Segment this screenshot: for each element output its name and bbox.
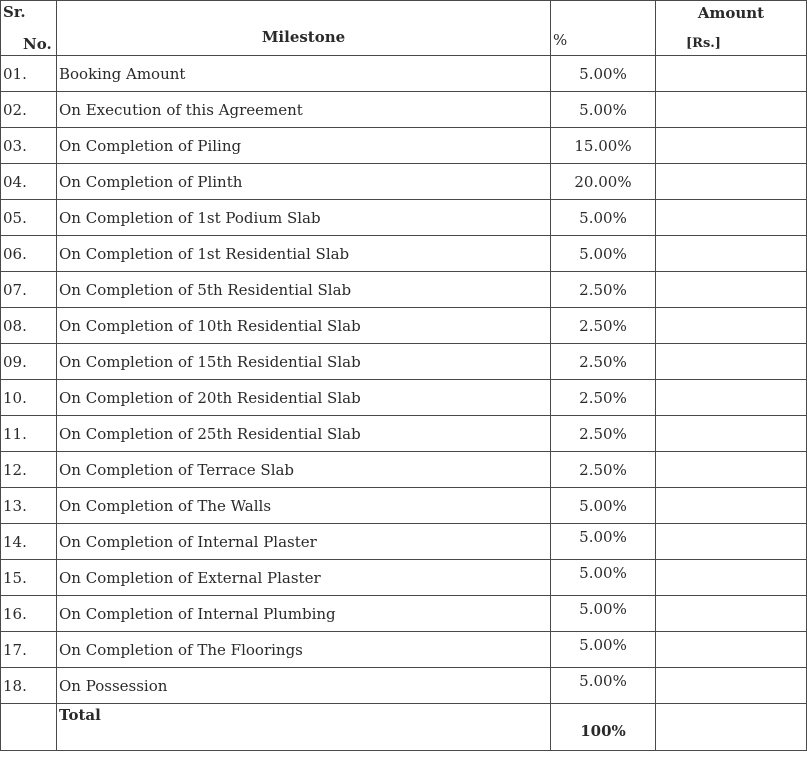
percent-cell [551, 164, 656, 200]
sr-no-cell-text: 12. [3, 460, 27, 479]
header-percent [551, 1, 656, 56]
amount-cell [656, 632, 807, 668]
milestone-cell-text: On Completion of The Walls [59, 496, 272, 515]
sr-no-cell-text: 01. [3, 64, 27, 83]
percent-cell-text: 5.00% [579, 496, 627, 515]
sr-no-cell [1, 380, 57, 416]
milestone-cell-text: On Completion of Internal Plumbing [59, 604, 336, 623]
total-label-cell-text: Total [59, 706, 101, 724]
total-row [1, 704, 807, 751]
milestone-cell [57, 380, 551, 416]
total-amount-cell [656, 704, 807, 751]
amount-cell [656, 488, 807, 524]
sr-no-cell-text: 16. [3, 604, 27, 623]
percent-cell [551, 344, 656, 380]
amount-cell [656, 560, 807, 596]
amount-cell [656, 308, 807, 344]
milestone-cell [57, 632, 551, 668]
milestone-cell [57, 344, 551, 380]
amount-cell [656, 344, 807, 380]
milestone-cell-text: On Completion of Piling [59, 136, 242, 155]
percent-cell [551, 92, 656, 128]
milestone-cell-text: On Completion of The Floorings [59, 640, 303, 659]
header-row [1, 1, 807, 56]
sr-no-cell [1, 524, 57, 560]
sr-no-cell-text: 13. [3, 496, 27, 515]
sr-no-cell [1, 488, 57, 524]
table-row [1, 668, 807, 704]
milestone-cell [57, 236, 551, 272]
sr-no-cell [1, 56, 57, 92]
table-row [1, 452, 807, 488]
milestone-cell-text: On Completion of 15th Residential Slab [59, 352, 361, 371]
sr-no-cell-text: 03. [3, 136, 27, 155]
percent-cell-text: 5.00% [579, 635, 627, 654]
percent-cell [551, 128, 656, 164]
header-sr-no [1, 1, 57, 56]
milestone-cell-text: On Completion of Plinth [59, 172, 243, 191]
header-milestone [57, 1, 551, 56]
milestone-cell-text: Booking Amount [59, 64, 186, 83]
amount-cell [656, 92, 807, 128]
percent-cell-text: 2.50% [579, 388, 627, 407]
percent-cell [551, 380, 656, 416]
milestone-cell [57, 92, 551, 128]
sr-no-cell-text: 15. [3, 568, 27, 587]
table-row [1, 632, 807, 668]
percent-cell-text: 5.00% [579, 208, 627, 227]
sr-no-cell [1, 632, 57, 668]
milestone-cell-text: On Completion of External Plaster [59, 568, 321, 587]
total-percent-cell [551, 704, 656, 751]
sr-no-cell-text: 02. [3, 100, 27, 119]
percent-cell [551, 488, 656, 524]
table-row [1, 56, 807, 92]
sr-no-cell-text: 04. [3, 172, 27, 191]
percent-cell [551, 416, 656, 452]
percent-cell-text: 2.50% [579, 316, 627, 335]
table-row [1, 344, 807, 380]
amount-cell [656, 452, 807, 488]
milestone-cell [57, 488, 551, 524]
milestone-cell-text: On Completion of 25th Residential Slab [59, 424, 361, 443]
percent-cell-text: 5.00% [579, 100, 627, 119]
sr-no-cell-text: 09. [3, 352, 27, 371]
table-row [1, 380, 807, 416]
header-amount-unit: [Rs.] [686, 36, 721, 51]
table-row [1, 164, 807, 200]
percent-cell [551, 272, 656, 308]
total-label-cell [57, 704, 551, 751]
sr-no-cell [1, 92, 57, 128]
sr-no-cell [1, 416, 57, 452]
sr-no-cell [1, 560, 57, 596]
table-row [1, 560, 807, 596]
sr-no-cell-text: 17. [3, 640, 27, 659]
sr-no-cell [1, 200, 57, 236]
sr-no-cell-text: 06. [3, 244, 27, 263]
amount-cell [656, 416, 807, 452]
table-row [1, 596, 807, 632]
total-sr-cell [1, 704, 57, 751]
milestone-cell [57, 272, 551, 308]
sr-no-cell [1, 668, 57, 704]
header-sr-label: Sr. [3, 3, 26, 21]
sr-no-cell-text: 11. [3, 424, 27, 443]
milestone-cell-text: On Completion of 10th Residential Slab [59, 316, 361, 335]
amount-cell [656, 236, 807, 272]
table-row [1, 236, 807, 272]
sr-no-cell [1, 308, 57, 344]
total-percent-cell-text: 100% [580, 722, 626, 740]
sr-no-cell [1, 236, 57, 272]
amount-cell [656, 56, 807, 92]
amount-cell [656, 128, 807, 164]
percent-cell [551, 560, 656, 596]
milestone-cell [57, 200, 551, 236]
sr-no-cell-text: 10. [3, 388, 27, 407]
header-amount [656, 1, 807, 56]
milestone-cell [57, 524, 551, 560]
sr-no-cell [1, 164, 57, 200]
milestone-cell-text: On Completion of 20th Residential Slab [59, 388, 361, 407]
milestone-cell-text: On Completion of 5th Residential Slab [59, 280, 352, 299]
milestone-cell-text: On Possession [59, 676, 168, 695]
milestone-cell [57, 596, 551, 632]
milestone-cell [57, 452, 551, 488]
header-percent-label: % [553, 31, 568, 49]
percent-cell-text: 5.00% [579, 527, 627, 546]
percent-cell-text: 15.00% [574, 136, 632, 155]
sr-no-cell [1, 596, 57, 632]
milestone-cell-text: On Completion of Terrace Slab [59, 460, 295, 479]
table-row [1, 416, 807, 452]
percent-cell-text: 2.50% [579, 280, 627, 299]
header-milestone-label: Milestone [261, 28, 346, 46]
table-row [1, 128, 807, 164]
percent-cell-text: 5.00% [579, 64, 627, 83]
table-row [1, 488, 807, 524]
sr-no-cell-text: 18. [3, 676, 27, 695]
amount-cell [656, 272, 807, 308]
percent-cell-text: 5.00% [579, 671, 627, 690]
percent-cell [551, 632, 656, 668]
sr-no-cell-text: 05. [3, 208, 27, 227]
milestone-cell [57, 668, 551, 704]
milestone-cell-text: On Completion of 1st Podium Slab [59, 208, 321, 227]
milestone-cell-text: On Completion of 1st Residential Slab [59, 244, 350, 263]
percent-cell [551, 56, 656, 92]
milestone-cell-text: On Execution of this Agreement [59, 100, 303, 119]
percent-cell-text: 5.00% [579, 563, 627, 582]
milestone-cell [57, 308, 551, 344]
amount-cell [656, 200, 807, 236]
table-row [1, 308, 807, 344]
percent-cell-text: 20.00% [574, 172, 632, 191]
header-amount-label: Amount [697, 4, 765, 22]
percent-cell-text: 5.00% [579, 244, 627, 263]
milestone-cell [57, 560, 551, 596]
percent-cell-text: 2.50% [579, 352, 627, 371]
amount-cell [656, 668, 807, 704]
percent-cell [551, 668, 656, 704]
milestone-cell [57, 56, 551, 92]
table-row [1, 92, 807, 128]
percent-cell [551, 200, 656, 236]
milestone-cell [57, 128, 551, 164]
sr-no-cell [1, 452, 57, 488]
sr-no-cell-text: 08. [3, 316, 27, 335]
milestone-cell-text: On Completion of Internal Plaster [59, 532, 317, 551]
table-row [1, 200, 807, 236]
table-row [1, 272, 807, 308]
sr-no-cell-text: 14. [3, 532, 27, 551]
percent-cell [551, 308, 656, 344]
milestone-cell [57, 416, 551, 452]
header-no-label: No. [23, 35, 52, 53]
percent-cell [551, 452, 656, 488]
percent-cell-text: 5.00% [579, 599, 627, 618]
percent-cell [551, 524, 656, 560]
table-row [1, 524, 807, 560]
amount-cell [656, 380, 807, 416]
percent-cell [551, 236, 656, 272]
percent-cell-text: 2.50% [579, 424, 627, 443]
percent-cell-text: 2.50% [579, 460, 627, 479]
sr-no-cell [1, 128, 57, 164]
percent-cell [551, 596, 656, 632]
amount-cell [656, 524, 807, 560]
sr-no-cell [1, 344, 57, 380]
amount-cell [656, 164, 807, 200]
milestone-cell [57, 164, 551, 200]
sr-no-cell-text: 07. [3, 280, 27, 299]
sr-no-cell [1, 272, 57, 308]
amount-cell [656, 596, 807, 632]
